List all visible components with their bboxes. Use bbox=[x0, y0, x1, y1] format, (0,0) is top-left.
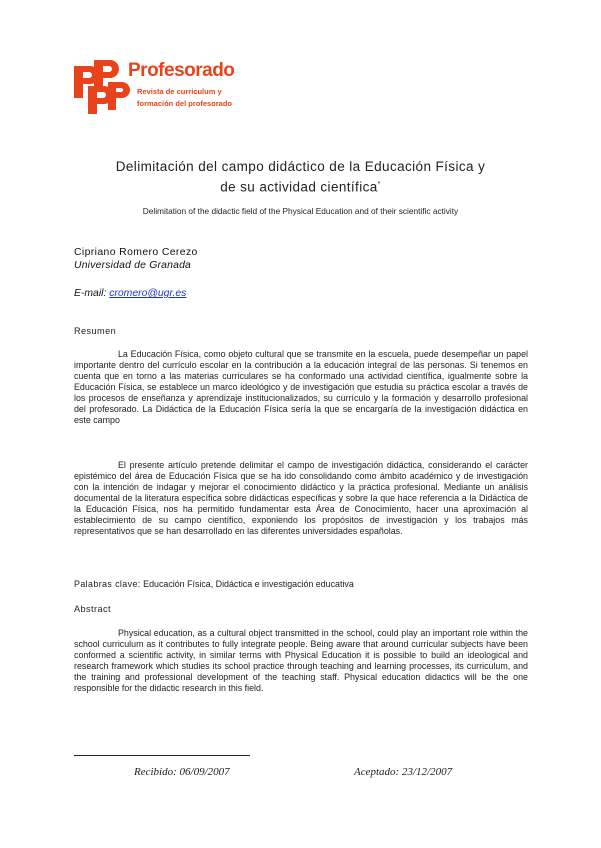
author-name: Cipriano Romero Cerezo bbox=[74, 247, 198, 258]
email-link[interactable]: cromero@ugr.es bbox=[109, 288, 187, 299]
article-title-line2: de su actividad científica bbox=[220, 179, 378, 195]
footnote-divider bbox=[74, 755, 250, 756]
keywords-label: Palabras clave: bbox=[74, 579, 141, 589]
abstract-heading: Abstract bbox=[74, 604, 111, 614]
resumen-heading: Resumen bbox=[74, 326, 117, 336]
journal-subtitle-line2: formación del profesorado bbox=[137, 99, 233, 108]
received-date: Recibido: 06/09/2007 bbox=[134, 766, 230, 778]
article-title bbox=[0, 158, 601, 197]
article-title-english: Delimitation of the didactic field of the Physical Education and of their scientific activity bbox=[142, 206, 459, 216]
footnote-mark: * bbox=[377, 181, 381, 188]
email-label: E-mail: bbox=[74, 288, 107, 299]
abstract-paragraph: Physical education, as a cultural object transmitted in the school, could play an important role within the school curriculum as it contributes to fully integrate people. Being aware that around curricular subjects have been conformed a scientific activity, in similar terms with Physical Education it is possible to build an ideological and research framework which studies its school practice through teaching and learning processes, its curriculum, and the training and professional development of the teaching staff. Physical education didactics will be the one responsible for the didactic research in this field. bbox=[74, 628, 528, 693]
keywords bbox=[74, 579, 354, 589]
keywords-text: Educación Física, Didáctica e investigación educativa bbox=[143, 579, 354, 589]
accepted-date: Aceptado: 23/12/2007 bbox=[354, 766, 453, 778]
author-email-row bbox=[74, 288, 186, 299]
journal-subtitle bbox=[137, 86, 232, 110]
resumen-paragraph-1: La Educación Física, como objeto cultural que se transmite en la escuela, puede desempeñar un papel importante dentro del currículo escolar en la contribución a la educación integral de las personas. Si tenemos en cuenta que en torno a las materias curriculares se ha conformado una actividad científica, igualmente sobre la Educación Física, se establece un marco ideológico y de investigación que estudia su práctica escolar a través de los procesos de enseñanza y aprendizaje institucionalizados, su currículo y la formación y desarrollo profesional del profesorado. La Didáctica de la Educación Física sería la que se encargaría de la investigación didáctica en este campo bbox=[74, 349, 528, 425]
journal-name: Profesorado bbox=[128, 60, 235, 81]
profesorado-logo-icon bbox=[68, 52, 132, 116]
journal-subtitle-line1: Revista de currículum y bbox=[137, 87, 222, 96]
article-title-line1: Delimitación del campo didáctico de la Educación Física y bbox=[115, 159, 486, 174]
resumen-paragraph-2: El presente artículo pretende delimitar el campo de investigación didáctica, considerando el carácter epistémico del área de Educación Física que se ha ido consolidando como ámbito académico y de investigación con la intención de indagar y mejorar el conocimiento didáctico y la práctica profesional. Mediante un análisis documental de la literatura específica sobre didácticas específicas y sobre la que hace referencia a la Didáctica de la Educación Física, nos ha permitido fundamentar esta Área de Conocimiento, hacer una aproximación al establecimiento de su campo científico, exponiendo los propósitos de investigación y los trabajos más representativos que se han desarrollado en las diferentes universidades españolas. bbox=[74, 460, 528, 536]
author-affiliation: Universidad de Granada bbox=[74, 260, 192, 271]
